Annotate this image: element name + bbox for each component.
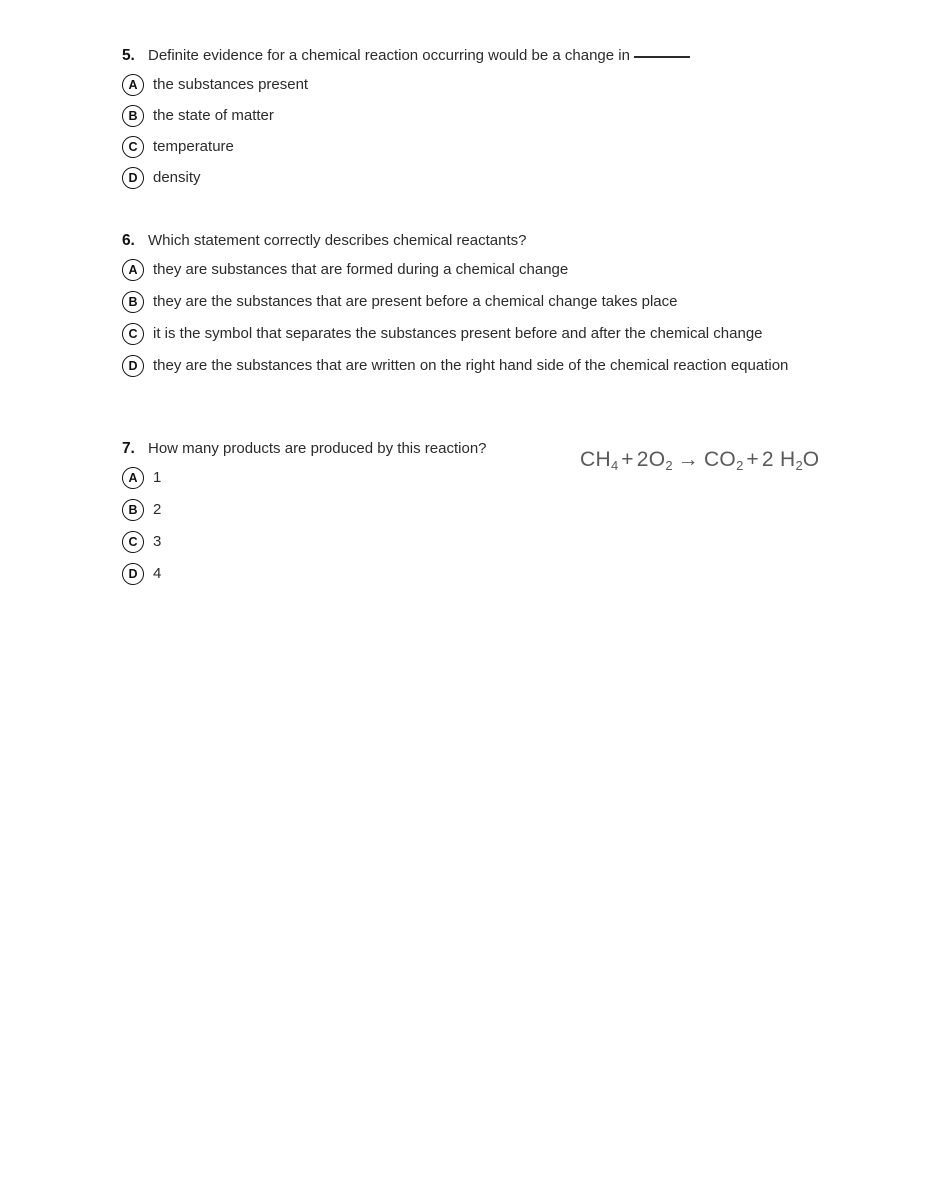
option-bubble-b[interactable]: B [122, 291, 144, 313]
option-bubble-b[interactable]: B [122, 105, 144, 127]
question-7 [122, 438, 487, 595]
option-row[interactable] [122, 259, 788, 281]
option-bubble-a[interactable]: A [122, 467, 144, 489]
answer-blank-line [634, 56, 690, 58]
option-bubble-d[interactable]: D [122, 167, 144, 189]
question-5 [122, 45, 690, 198]
equation-water-coefficient: 2 [761, 448, 774, 471]
equation-plus-1: + [621, 448, 634, 471]
option-bubble-a[interactable]: A [122, 259, 144, 281]
option-label: density [153, 169, 201, 186]
equation-oxygen-subscript: 2 [665, 458, 673, 474]
option-bubble-a[interactable]: A [122, 74, 144, 96]
question-5-options [122, 74, 690, 189]
question-6-text: Which statement correctly describes chemical reactants? [148, 232, 527, 249]
equation-carbon-dioxide: CO [703, 448, 737, 471]
option-bubble-c[interactable]: C [122, 323, 144, 345]
option-bubble-c[interactable]: C [122, 136, 144, 158]
question-6-options [122, 259, 788, 377]
option-bubble-d[interactable]: D [122, 355, 144, 377]
equation-water-oxygen: O [802, 448, 820, 471]
option-label: they are substances that are formed during a chemical change [153, 261, 569, 278]
equation-methane-subscript: 4 [610, 458, 619, 474]
equation-oxygen: 2O [636, 448, 666, 471]
option-label: it is the symbol that separates the substances present before and after the chemical change [153, 325, 763, 342]
question-6-heading [122, 230, 788, 251]
option-row[interactable] [122, 105, 690, 127]
option-label: 2 [153, 501, 162, 518]
option-row[interactable] [122, 291, 788, 313]
option-label: they are the substances that are written on the right hand side of the chemical reaction equation [153, 357, 789, 374]
option-bubble-d[interactable]: D [122, 563, 144, 585]
option-label: 3 [153, 533, 162, 550]
equation-arrow-icon: → [677, 448, 699, 471]
option-row[interactable] [122, 563, 487, 585]
question-7-heading [122, 438, 487, 459]
question-6 [122, 230, 788, 387]
option-bubble-c[interactable]: C [122, 531, 144, 553]
question-5-heading [122, 45, 690, 66]
equation-methane: CH [580, 448, 611, 471]
chemical-equation-figure [580, 445, 819, 481]
option-row[interactable] [122, 499, 487, 521]
option-row[interactable] [122, 467, 487, 489]
question-5-number: 5. [122, 47, 135, 64]
option-row[interactable] [122, 167, 690, 189]
option-label: temperature [153, 138, 234, 155]
option-row[interactable] [122, 74, 690, 96]
equation-carbon-dioxide-subscript: 2 [736, 458, 744, 474]
question-5-text: Definite evidence for a chemical reaction occurring would be a change in [148, 45, 690, 66]
option-row[interactable] [122, 355, 788, 377]
question-7-text: How many products are produced by this reaction? [148, 440, 487, 457]
equation-water-subscript: 2 [795, 458, 803, 474]
option-bubble-b[interactable]: B [122, 499, 144, 521]
option-row[interactable] [122, 136, 690, 158]
question-7-options [122, 467, 487, 585]
option-label: 1 [153, 469, 162, 486]
option-label: the substances present [153, 76, 309, 93]
question-6-number: 6. [122, 232, 135, 249]
equation-plus-2: + [746, 448, 759, 471]
option-label: the state of matter [153, 107, 274, 124]
option-row[interactable] [122, 323, 788, 345]
question-7-number: 7. [122, 440, 135, 457]
option-label: they are the substances that are present before a chemical change takes place [153, 293, 678, 310]
option-row[interactable] [122, 531, 487, 553]
option-label: 4 [153, 565, 162, 582]
equation-water-hydrogen: H [780, 448, 796, 471]
